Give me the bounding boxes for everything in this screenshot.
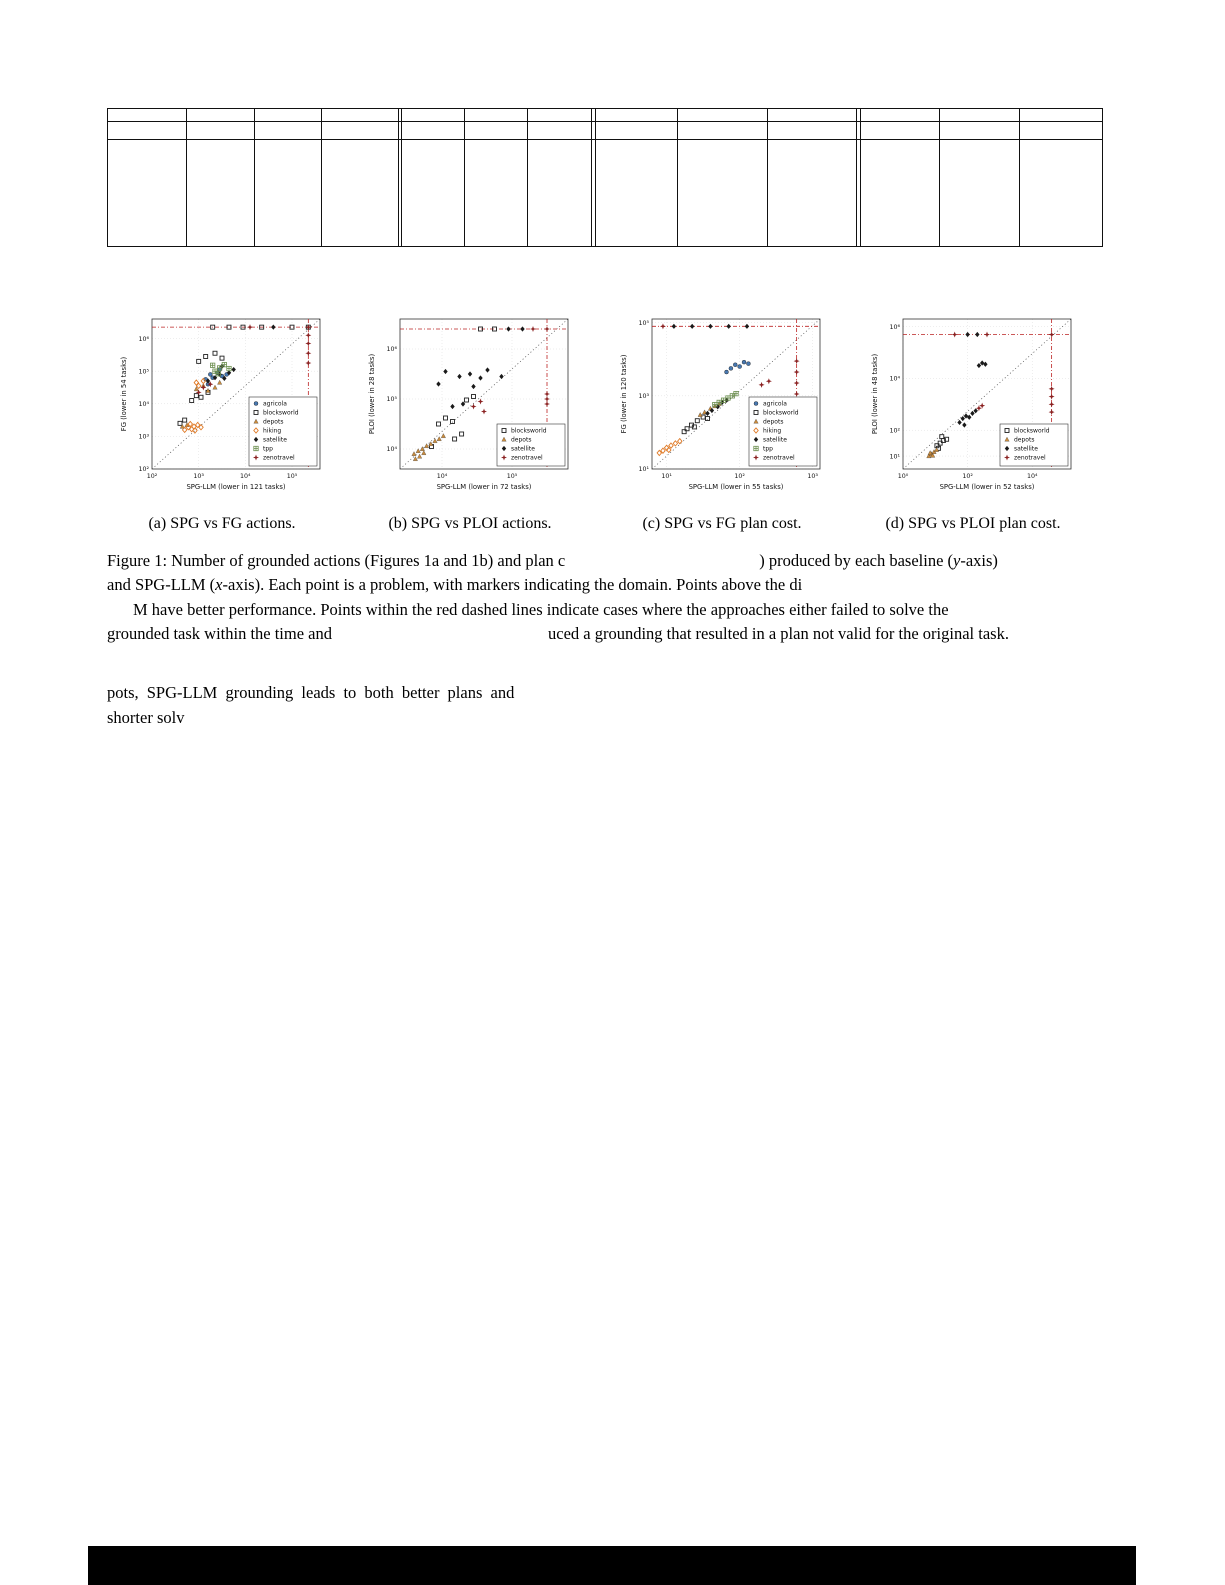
svg-text:10⁵: 10⁵ xyxy=(506,473,518,480)
svg-text:tpp: tpp xyxy=(763,445,773,453)
svg-text:10⁶: 10⁶ xyxy=(889,323,900,331)
scatter-panel-d xyxy=(867,313,1079,533)
svg-text:satellite: satellite xyxy=(763,436,787,444)
svg-text:depots: depots xyxy=(763,418,784,426)
caption-text: M have better performance. Points within the red dashed lines indicate cases where the approaches either failed to solve the xyxy=(133,599,949,619)
caption-line-1 xyxy=(107,549,1109,573)
table-grid-line xyxy=(398,109,399,246)
table-grid-line xyxy=(108,139,1102,140)
svg-text:zenotravel: zenotravel xyxy=(1014,454,1046,462)
svg-text:depots: depots xyxy=(511,436,532,444)
body-text xyxy=(107,681,585,730)
svg-text:FG (lower in 54 tasks): FG (lower in 54 tasks) xyxy=(120,356,128,432)
math-var-y: y xyxy=(953,551,961,570)
svg-text:tpp: tpp xyxy=(263,445,273,453)
svg-text:10⁴: 10⁴ xyxy=(138,400,149,408)
scatter-panel-a xyxy=(116,313,328,533)
table-grid-line xyxy=(401,109,402,246)
svg-text:blocksworld: blocksworld xyxy=(1014,427,1050,435)
redaction-bar xyxy=(88,1546,1136,1585)
svg-text:10¹: 10¹ xyxy=(661,473,672,480)
subcaption-c: (c) SPG vs FG plan cost. xyxy=(642,515,802,532)
table-grid-line xyxy=(767,109,768,246)
svg-text:10⁴: 10⁴ xyxy=(436,473,448,480)
table-grid-line xyxy=(591,109,592,246)
svg-text:10⁴: 10⁴ xyxy=(1026,473,1038,480)
table-grid-line xyxy=(860,109,861,246)
subcaption-a: (a) SPG vs FG actions. xyxy=(148,515,296,532)
svg-text:10³: 10³ xyxy=(193,473,204,480)
svg-text:SPG-LLM (lower in 72 tasks): SPG-LLM (lower in 72 tasks) xyxy=(436,483,532,491)
svg-text:depots: depots xyxy=(263,418,284,426)
table-grid-line xyxy=(464,109,465,246)
math-var-x: x xyxy=(215,575,223,595)
scatter-panel-b xyxy=(364,313,576,533)
svg-text:SPG-LLM (lower in 121 tasks): SPG-LLM (lower in 121 tasks) xyxy=(186,483,286,491)
caption-text: grounded task within the time and xyxy=(107,623,332,643)
svg-text:10⁵: 10⁵ xyxy=(286,473,298,480)
svg-text:satellite: satellite xyxy=(263,436,287,444)
table-grid-line xyxy=(254,109,255,246)
svg-text:SPG-LLM (lower in 55 tasks): SPG-LLM (lower in 55 tasks) xyxy=(688,483,784,491)
svg-text:10³: 10³ xyxy=(138,433,149,441)
svg-text:10¹: 10¹ xyxy=(889,453,900,461)
figure-caption xyxy=(107,549,1109,646)
svg-text:blocksworld: blocksworld xyxy=(263,409,299,417)
subcaption-d: (d) SPG vs PLOI plan cost. xyxy=(885,515,1061,532)
caption-text: uced a grounding that resulted in a plan not valid for the original task. xyxy=(548,623,1009,643)
svg-text:10⁴: 10⁴ xyxy=(240,473,251,480)
scatter-plot-spg-vs-fg-plan-cost xyxy=(616,313,828,505)
table-grid-line xyxy=(527,109,528,246)
svg-text:10⁵: 10⁵ xyxy=(638,319,649,327)
table-grid-line xyxy=(1019,109,1020,246)
caption-line-2 xyxy=(107,573,1109,597)
svg-text:10¹: 10¹ xyxy=(638,466,649,474)
caption-text: -axis). Each point is a problem, with markers indicating the domain. Points above the di xyxy=(222,575,803,595)
caption-text: -axis) xyxy=(960,551,998,570)
svg-text:satellite: satellite xyxy=(511,445,535,453)
subcaption-b: (b) SPG vs PLOI actions. xyxy=(388,515,552,532)
svg-text:10²: 10² xyxy=(146,473,158,480)
body-text-line: pots, SPG-LLM grounding leads to both better plans and xyxy=(107,683,515,702)
scatter-plot-spg-vs-ploi-actions xyxy=(364,313,576,505)
caption-text: and SPG-LLM ( xyxy=(107,575,216,595)
results-table-skeleton xyxy=(107,108,1103,247)
svg-text:hiking: hiking xyxy=(763,427,782,435)
table-grid-line xyxy=(186,109,187,246)
svg-text:satellite: satellite xyxy=(1014,445,1038,453)
svg-text:10⁶: 10⁶ xyxy=(386,346,397,354)
svg-text:10⁰: 10⁰ xyxy=(897,473,909,480)
svg-text:10³: 10³ xyxy=(807,473,818,480)
svg-text:depots: depots xyxy=(1014,436,1035,444)
svg-text:10⁴: 10⁴ xyxy=(386,446,397,454)
svg-text:10⁵: 10⁵ xyxy=(138,368,149,376)
table-grid-line xyxy=(677,109,678,246)
svg-text:10²: 10² xyxy=(889,427,900,435)
svg-text:10³: 10³ xyxy=(638,393,649,401)
svg-text:PLOI (lower in 48 tasks): PLOI (lower in 48 tasks) xyxy=(871,353,879,435)
svg-text:10⁴: 10⁴ xyxy=(889,375,900,383)
scatter-plot-spg-vs-ploi-plan-cost xyxy=(867,313,1079,505)
svg-text:FG (lower in 120 tasks): FG (lower in 120 tasks) xyxy=(620,354,628,434)
svg-text:zenotravel: zenotravel xyxy=(263,454,295,462)
svg-text:SPG-LLM (lower in 52 tasks): SPG-LLM (lower in 52 tasks) xyxy=(939,483,1035,491)
svg-text:hiking: hiking xyxy=(263,427,282,435)
svg-text:zenotravel: zenotravel xyxy=(763,454,795,462)
svg-text:agricola: agricola xyxy=(263,400,287,408)
scatter-plot-spg-vs-fg-actions xyxy=(116,313,328,505)
svg-text:10²: 10² xyxy=(138,466,149,474)
svg-text:blocksworld: blocksworld xyxy=(763,409,799,417)
table-grid-line xyxy=(939,109,940,246)
body-text-line: shorter solv xyxy=(107,707,185,727)
caption-text: ) produced by each baseline ( xyxy=(759,551,954,570)
svg-text:PLOI (lower in 28 tasks): PLOI (lower in 28 tasks) xyxy=(368,353,376,435)
table-grid-line xyxy=(856,109,857,246)
scatter-panel-c xyxy=(616,313,828,533)
svg-text:blocksworld: blocksworld xyxy=(511,427,547,435)
caption-line-3 xyxy=(107,598,1109,622)
svg-text:agricola: agricola xyxy=(763,400,787,408)
caption-text: Figure 1: Number of grounded actions (Figures 1a and 1b) and plan c xyxy=(107,551,566,570)
svg-text:10²: 10² xyxy=(962,473,973,480)
figure-1-panels xyxy=(0,313,1225,543)
svg-text:zenotravel: zenotravel xyxy=(511,454,543,462)
svg-text:10⁵: 10⁵ xyxy=(386,396,397,404)
svg-text:10⁶: 10⁶ xyxy=(138,335,149,343)
svg-text:10²: 10² xyxy=(734,473,745,480)
table-grid-line xyxy=(108,121,1102,122)
table-grid-line xyxy=(595,109,596,246)
caption-line-4 xyxy=(107,622,1109,646)
table-grid-line xyxy=(321,109,322,246)
